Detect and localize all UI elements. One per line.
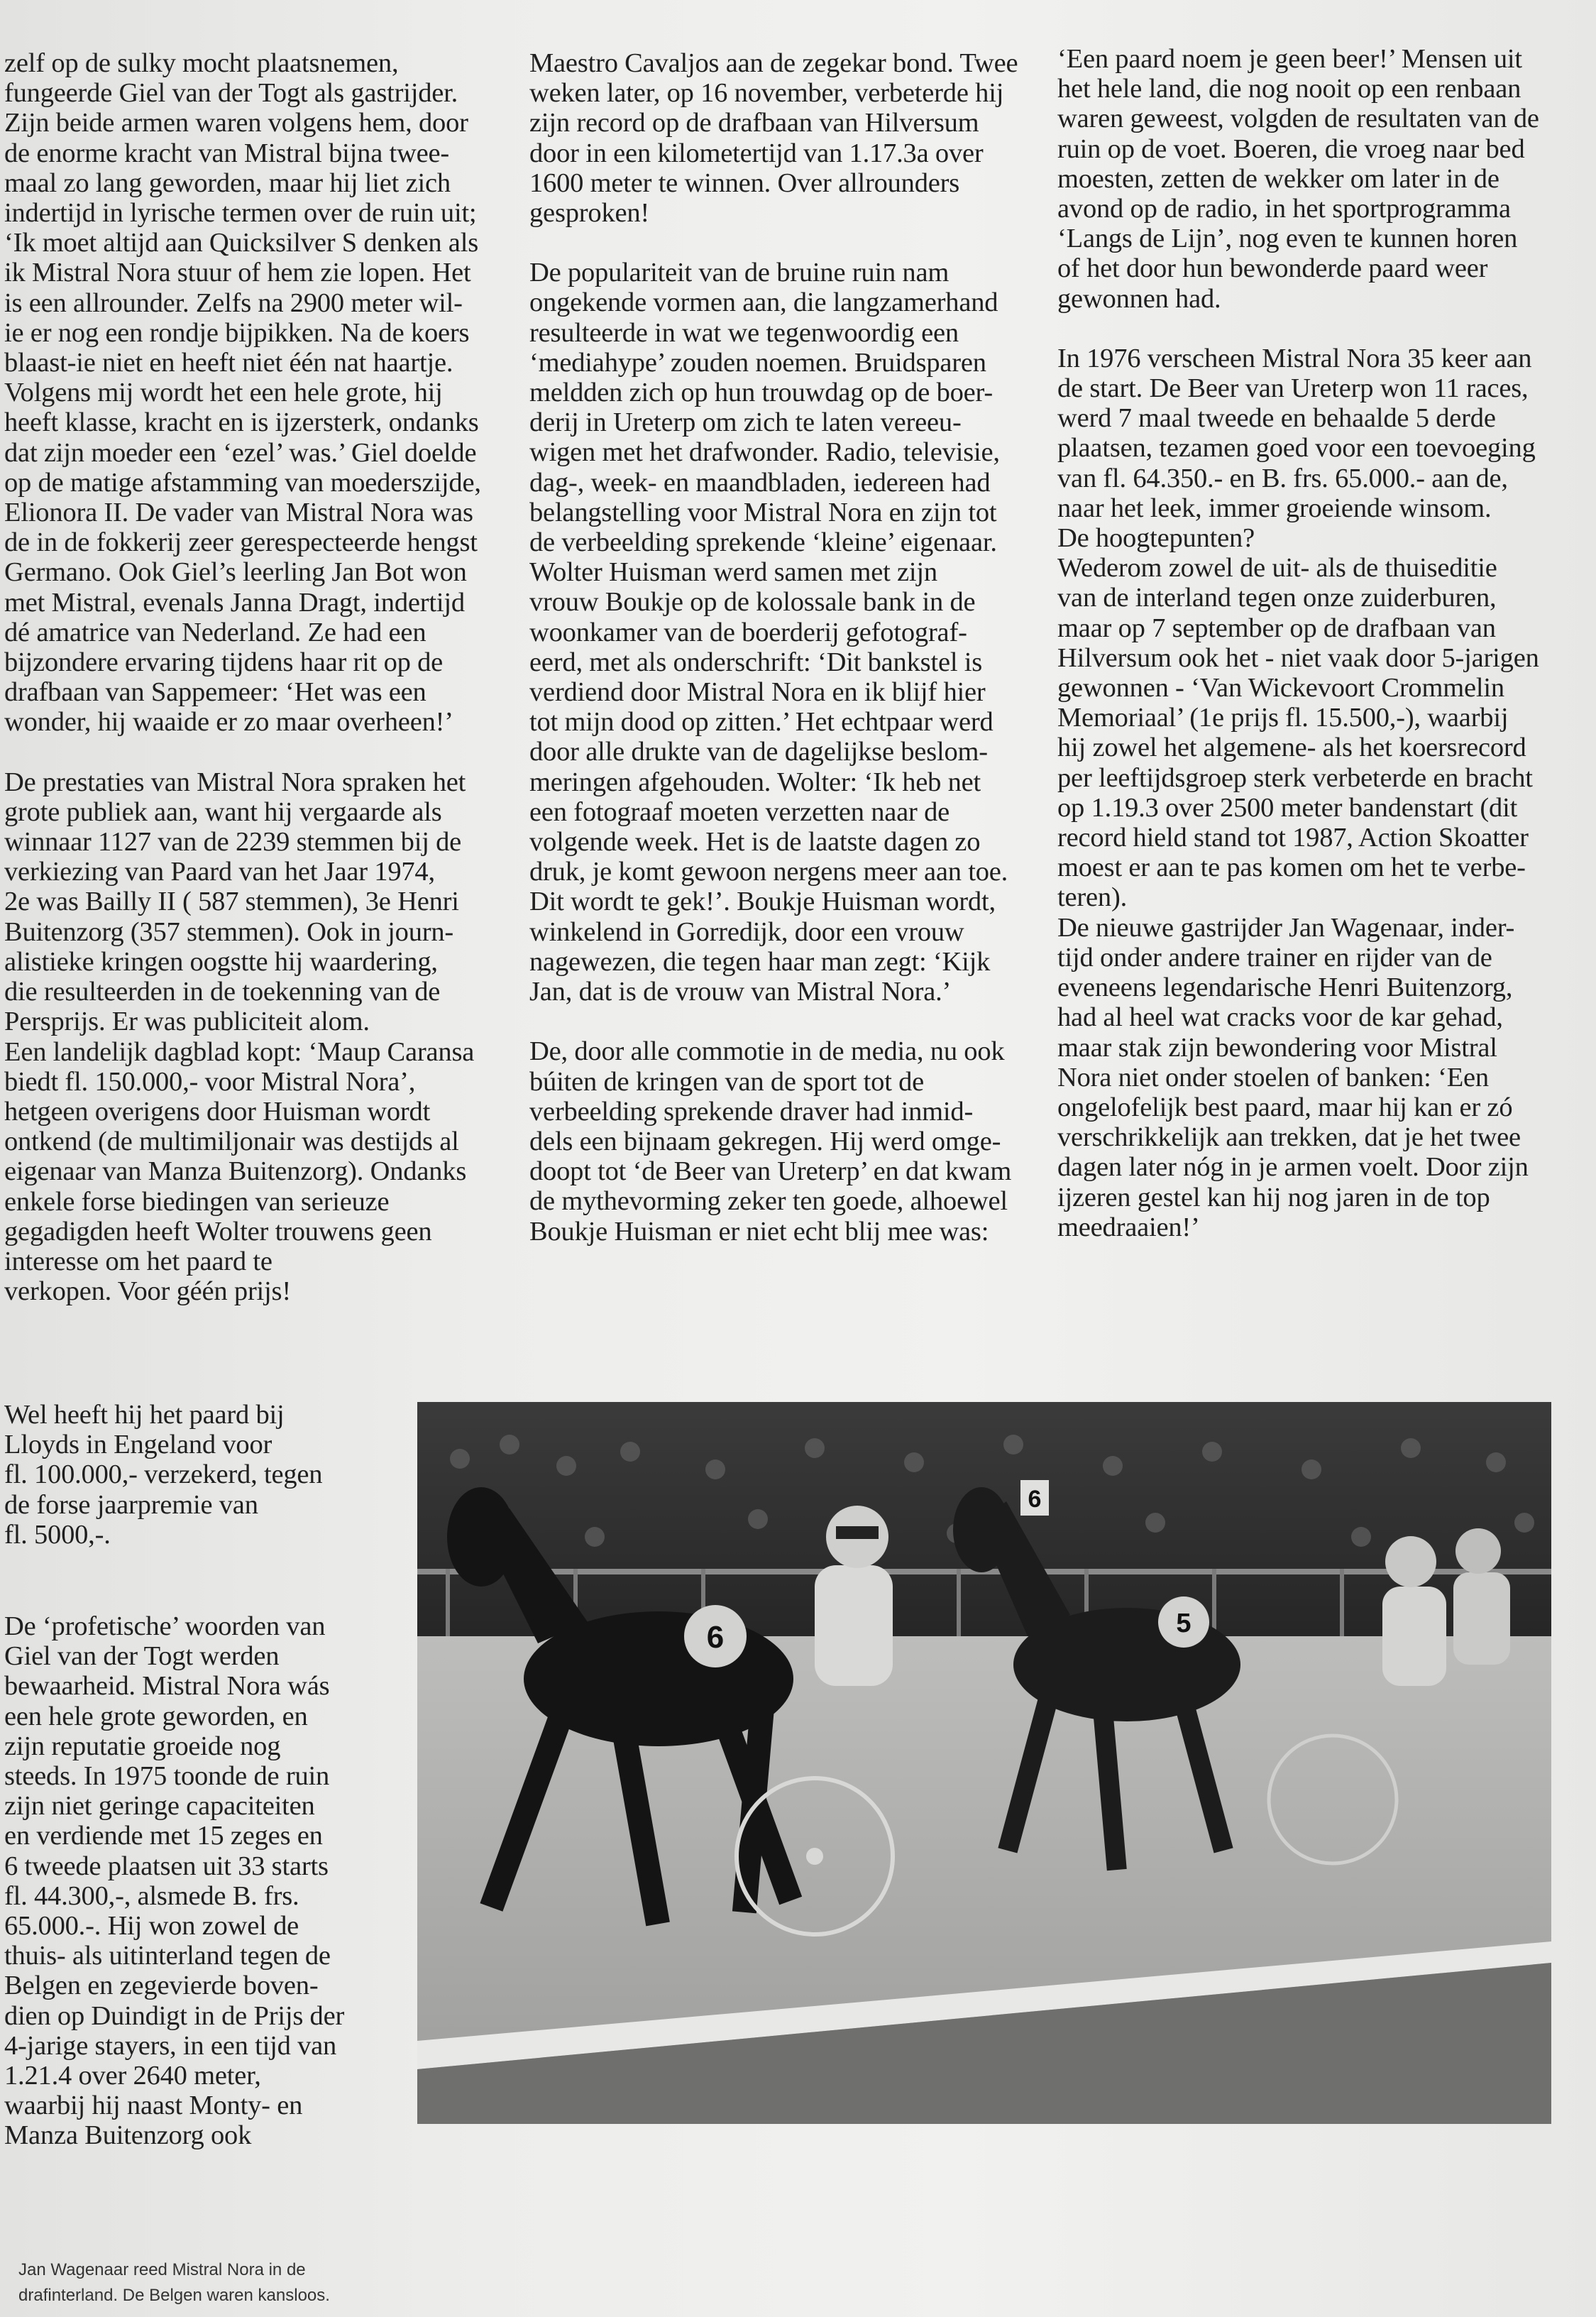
paragraph: De, door alle commotie in de media, nu ook búiten de kringen van de sport tot de verbeelding sprekende draver had inmid- dels een bijnaam gekregen. Hij werd omge- doopt tot ‘de Beer van Ureterp’ en dat kwam de mythevorming zeker ten goede, alhoewel Boukje Huisman er niet echt blij mee was: — [529, 1036, 1012, 1247]
text-column-left-narrow — [4, 1611, 363, 2151]
paragraph: In 1976 verscheen Mistral Nora 35 keer aan de start. De Beer van Ureterp won 11 races, werd 7 maal tweede en behaalde 5 derde plaatsen, tezamen goed voor een toevoeging van fl. 64.350.- en B. frs. 65.000.- aan de, naar het leek, immer groeiende winsom. De hoogtepunten? Wederom zowel de uit- als de thuiseditie van de interland tegen onze zuiderburen, maar op 7 september op de drafbaan van Hilversum ook het - niet vaak door 5-jarigen gewonnen - ‘Van Wickevoort Crommelin Memoriaal’ (1e prijs fl. 15.500,-), waarbij hij zowel het algemene- als het koersrecord per leeftijdsgroep sterk verbeterde en bracht op 1.19.3 over 2500 meter bandenstart (dit record hield stand tot 1987, Action Skoatter moest er aan te pas komen om het te verbe- teren). De nieuwe gastrijder Jan Wagenaar, inder- tijd onder andere trainer en rijder van de eveneens legendarische Henri Buitenzorg, had al heel wat cracks voor de kar gehad, maar stak zijn bewondering voor Mistral Nora niet onder stoelen of banken: ‘Een ongelofelijk best paard, maar hij kan er zó verschrikkelijk aan trekken, dat je het twee dagen later nóg in je armen voelt. Door zijn ijzeren gestel kan hij nog jaren in de top meedraaien!’ — [1057, 343, 1539, 1242]
paragraph: De populariteit van de bruine ruin nam ongekende vormen aan, die langzamerhand resulteerde in wat we tegenwoordig een ‘mediahype’ zouden noemen. Bruidsparen meldden zich op hun trouwdag op de boer- derij in Ureterp om zich te laten vereeu- wigen met het drafwonder. Radio, televisie, dag-, week- en maandbladen, iedereen had belangstelling voor Mistral Nora en zijn tot de verbeelding sprekende ‘kleine’ eigenaar. Wolter Huisman werd samen met zijn vrouw Boukje op de kolossale bank in de woonkamer van de boerderij gefotograf- eerd, met als onderschrift: ‘Dit bankstel is verdiend door Mistral Nora en ik blijf hier tot mijn dood op zitten.’ Het echtpaar werd door alle drukte van de dagelijkse beslom- meringen afgehouden. Wolter: ‘Ik heb net een fotograaf moeten verzetten naar de volgende week. Het is de laatste dagen zo druk, je komt gewoon nergens meer aan toe. Dit wordt te gek!’. Boukje Huisman wordt, winkelend in Gorredijk, door een vrouw nagewezen, die tegen haar man zegt: ‘Kijk Jan, dat is de vrouw van Mistral Nora.’ — [529, 258, 1008, 1007]
saddle-number-right: 5 — [1176, 1609, 1192, 1638]
text-column-left-narrow — [4, 1400, 359, 1550]
text-column-middle — [529, 48, 1030, 1247]
paragraph: De prestaties van Mistral Nora spraken het grote publiek aan, want hij vergaarde als winnaar 1127 van de 2239 stemmen bij de verkiezing van Paard van het Jaar 1974, 2e was Bailly II ( 587 stemmen), 3e Henri Buitenzorg (357 stemmen). Ook in journ- alistieke kringen oogstte hij waardering, die resulteerden in de toekenning van de Persprijs. Er was publiciteit alom. Een landelijk dagblad kopt: ‘Maup Caransa biedt fl. 150.000,- voor Mistral Nora’, hetgeen overigens door Huisman wordt ontkend (de multimiljonair was destijds al eigenaar van Manza Buitenzorg). Ondanks enkele forse biedingen van serieuze gegadigden heeft Wolter trouwens geen interesse om het paard te verkopen. Voor géén prijs! — [4, 767, 475, 1307]
paragraph: ‘Een paard noem je geen beer!’ Mensen uit het hele land, die nog nooit op een renbaan waren geweest, volgden de resultaten van de ruin op de voet. Boeren, die vroeg naar bed moesten, zetten de wekker om later in de avond op de radio, in het sportprogramma ‘Langs de Lijn’, nog even te kunnen horen of het door hun bewonderde paard weer gewonnen had. — [1057, 44, 1539, 314]
caption-text: Jan Wagenaar reed Mistral Nora in de drafinterland. De Belgen waren kansloos. — [18, 2260, 330, 2305]
saddle-number-left: 6 — [706, 1620, 725, 1655]
photo-illustration — [417, 1402, 1551, 2124]
photo-caption — [18, 2257, 387, 2308]
paragraph: zelf op de sulky mocht plaatsnemen, fungeerde Giel van der Togt als gastrijder. Zijn beide armen waren volgens hem, door de enorme kracht van Mistral bijna twee- maal zo lang geworden, maar hij liet zich indertijd in lyrische termen over de ruin uit; ‘Ik moet altijd aan Quicksilver S denken als ik Mistral Nora stuur of hem zie lopen. Het is een allrounder. Zelfs na 2900 meter wil- ie er nog een rondje bijpikken. Na de koers blaast-ie niet en heeft niet één nat haartje. Volgens mij wordt het een hele grote, hij heeft klasse, kracht en is ijzersterk, ondanks dat zijn moeder een ‘ezel’ was.’ Giel doelde op de matige afstamming van moederszijde, Elionora II. De vader van Mistral Nora was de in de fokkerij zeer gerespecteerde hengst Germano. Ook Giel’s leerling Jan Bot won met Mistral, evenals Janna Dragt, indertijd dé amatrice van Nederland. Ze had een bijzondere ervaring tijdens haar rit op de drafbaan van Sappemeer: ‘Het was een wonder, hij waaide er zo maar overheen!’ — [4, 48, 481, 738]
text-column-right — [1057, 44, 1548, 1242]
paragraph: Maestro Cavaljos aan de zegekar bond. Twee weken later, op 16 november, verbeterde hij zijn record op de drafbaan van Hilversum door in een kilometertijd van 1.17.3a over 1600 meter te winnen. Over allrounders gesproken! — [529, 48, 1018, 229]
paragraph: Wel heeft hij het paard bij Lloyds in Engeland voor fl. 100.000,- verzekerd, tegen de forse jaarpremie van fl. 5000,-. — [4, 1400, 323, 1550]
svg-text:6: 6 — [1028, 1486, 1042, 1513]
driver-left — [815, 1506, 893, 1686]
harness-race-photo — [417, 1402, 1551, 2124]
text-column-left — [4, 48, 508, 1306]
paragraph: De ‘profetische’ woorden van Giel van der Togt werden bewaarheid. Mistral Nora wás een hele grote geworden, en zijn reputatie groeide nog steeds. In 1975 toonde de ruin zijn niet geringe capaciteiten en verdiende met 15 zeges en 6 tweede plaatsen uit 33 starts fl. 44.300,-, alsmede B. frs. 65.000.-. Hij won zowel de thuis- als uitinterland tegen de Belgen en zegevierde boven- dien op Duindigt in de Prijs der 4-jarige stayers, in een tijd van 1.21.4 over 2640 meter, waarbij hij naast Monty- en Manza Buitenzorg ook — [4, 1611, 345, 2151]
